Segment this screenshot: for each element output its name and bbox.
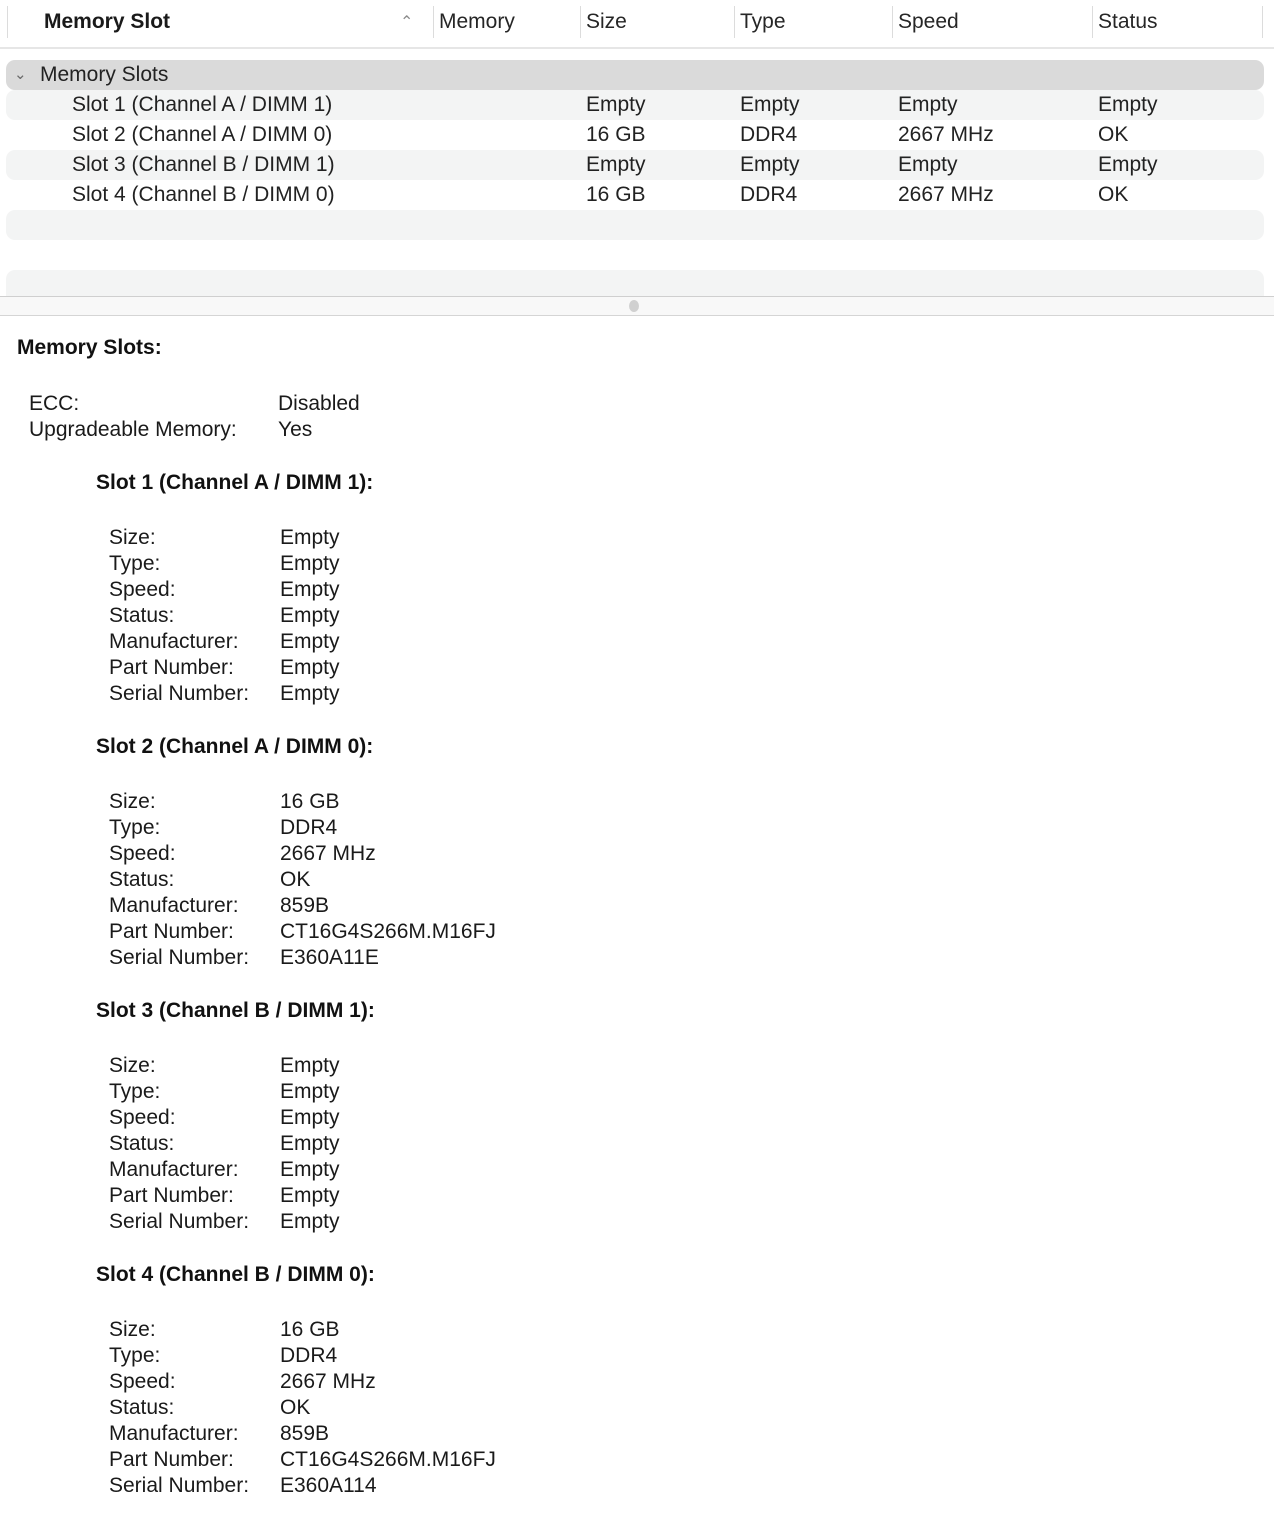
field-value: Empty <box>280 526 340 549</box>
cell-size: 16 GB <box>586 123 646 146</box>
column-separator[interactable] <box>1092 6 1093 38</box>
field-label: Status: <box>109 604 175 627</box>
field-value: CT16G4S266M.M16FJ <box>280 920 496 943</box>
field-value: E360A114 <box>280 1474 377 1497</box>
column-header-speed[interactable]: Speed <box>898 10 959 33</box>
column-separator[interactable] <box>734 6 735 38</box>
field-value: Empty <box>280 1106 340 1129</box>
cell-size: 16 GB <box>586 183 646 206</box>
field-value: 2667 MHz <box>280 1370 376 1393</box>
cell-status: Empty <box>1098 153 1158 176</box>
slot-section-title: Slot 2 (Channel A / DIMM 0): <box>96 735 374 758</box>
table-row[interactable] <box>6 90 1264 120</box>
field-value: 16 GB <box>280 1318 340 1341</box>
field-label: Manufacturer: <box>109 894 239 917</box>
field-value: Empty <box>280 682 340 705</box>
table-header <box>0 0 1274 46</box>
field-value: Empty <box>280 552 340 575</box>
column-separator[interactable] <box>7 6 8 38</box>
empty-row <box>6 210 1264 240</box>
field-value: 859B <box>280 1422 330 1445</box>
group-label: Memory Slots <box>40 63 169 86</box>
field-label: Size: <box>109 1054 156 1077</box>
summary-label: Upgradeable Memory: <box>29 418 237 441</box>
field-label: Manufacturer: <box>109 630 239 653</box>
detail-title: Memory Slots: <box>17 336 162 359</box>
column-separator[interactable] <box>1262 6 1263 38</box>
header-divider <box>0 47 1274 49</box>
cell-type: Empty <box>740 153 800 176</box>
table-row[interactable] <box>6 150 1264 180</box>
summary-value: Disabled <box>278 392 360 415</box>
field-label: Part Number: <box>109 1448 234 1471</box>
field-label: Size: <box>109 790 156 813</box>
field-value: CT16G4S266M.M16FJ <box>280 1448 496 1471</box>
table-row[interactable] <box>6 120 1264 150</box>
column-separator[interactable] <box>892 6 893 38</box>
field-value: 16 GB <box>280 790 340 813</box>
field-value: Empty <box>280 1210 340 1233</box>
field-label: Speed: <box>109 1106 176 1129</box>
field-value: Empty <box>280 1080 340 1103</box>
field-value: DDR4 <box>280 1344 338 1367</box>
field-label: Speed: <box>109 1370 176 1393</box>
column-header-memory[interactable]: Memory <box>439 10 515 33</box>
field-label: Part Number: <box>109 1184 234 1207</box>
column-header-memory-slot[interactable]: Memory Slot <box>44 10 171 33</box>
field-label: Size: <box>109 1318 156 1341</box>
field-label: Serial Number: <box>109 1474 250 1497</box>
cell-memory-slot: Slot 3 (Channel B / DIMM 1) <box>72 153 335 176</box>
field-label: Speed: <box>109 842 176 865</box>
cell-type: DDR4 <box>740 183 798 206</box>
cell-status: OK <box>1098 123 1129 146</box>
field-value: Empty <box>280 656 340 679</box>
field-label: Part Number: <box>109 920 234 943</box>
field-value: 859B <box>280 894 330 917</box>
cell-type: Empty <box>740 93 800 116</box>
summary-value: Yes <box>278 418 313 441</box>
field-label: Part Number: <box>109 656 234 679</box>
cell-speed: 2667 MHz <box>898 123 994 146</box>
cell-speed: 2667 MHz <box>898 183 994 206</box>
field-label: Status: <box>109 1132 175 1155</box>
field-value: OK <box>280 1396 311 1419</box>
field-label: Size: <box>109 526 156 549</box>
field-label: Type: <box>109 552 161 575</box>
group-row-memory-slots[interactable] <box>6 60 1264 90</box>
field-label: Type: <box>109 1344 161 1367</box>
field-label: Speed: <box>109 578 176 601</box>
column-header-size[interactable]: Size <box>586 10 627 33</box>
summary-label: ECC: <box>29 392 80 415</box>
cell-type: DDR4 <box>740 123 798 146</box>
table-row[interactable] <box>6 180 1264 210</box>
cell-memory-slot: Slot 1 (Channel A / DIMM 1) <box>72 93 333 116</box>
field-label: Serial Number: <box>109 946 250 969</box>
field-value: E360A11E <box>280 946 379 969</box>
slot-section-title: Slot 1 (Channel A / DIMM 1): <box>96 471 374 494</box>
field-value: Empty <box>280 630 340 653</box>
cell-status: Empty <box>1098 93 1158 116</box>
field-label: Type: <box>109 816 161 839</box>
field-label: Manufacturer: <box>109 1158 239 1181</box>
field-label: Serial Number: <box>109 1210 250 1233</box>
column-header-type[interactable]: Type <box>740 10 786 33</box>
field-value: Empty <box>280 1158 340 1181</box>
field-value: Empty <box>280 1132 340 1155</box>
cell-size: Empty <box>586 153 646 176</box>
column-header-status[interactable]: Status <box>1098 10 1158 33</box>
slot-section-title: Slot 3 (Channel B / DIMM 1): <box>96 999 375 1022</box>
drag-handle-icon[interactable] <box>629 300 639 312</box>
field-value: Empty <box>280 1054 340 1077</box>
chevron-up-icon[interactable]: ⌃ <box>400 14 414 31</box>
cell-status: OK <box>1098 183 1129 206</box>
field-value: OK <box>280 868 311 891</box>
field-label: Manufacturer: <box>109 1422 239 1445</box>
field-value: DDR4 <box>280 816 338 839</box>
field-label: Status: <box>109 1396 175 1419</box>
split-divider-line <box>0 315 1274 316</box>
field-label: Status: <box>109 868 175 891</box>
cell-memory-slot: Slot 4 (Channel B / DIMM 0) <box>72 183 335 206</box>
field-value: Empty <box>280 1184 340 1207</box>
column-separator[interactable] <box>580 6 581 38</box>
chevron-down-icon[interactable]: ⌄ <box>14 66 27 83</box>
cell-size: Empty <box>586 93 646 116</box>
column-separator[interactable] <box>433 6 434 38</box>
field-label: Serial Number: <box>109 682 250 705</box>
field-value: 2667 MHz <box>280 842 376 865</box>
cell-speed: Empty <box>898 93 958 116</box>
field-value: Empty <box>280 578 340 601</box>
empty-row <box>6 270 1264 296</box>
cell-memory-slot: Slot 2 (Channel A / DIMM 0) <box>72 123 333 146</box>
cell-speed: Empty <box>898 153 958 176</box>
slot-section-title: Slot 4 (Channel B / DIMM 0): <box>96 1263 375 1286</box>
field-value: Empty <box>280 604 340 627</box>
field-label: Type: <box>109 1080 161 1103</box>
